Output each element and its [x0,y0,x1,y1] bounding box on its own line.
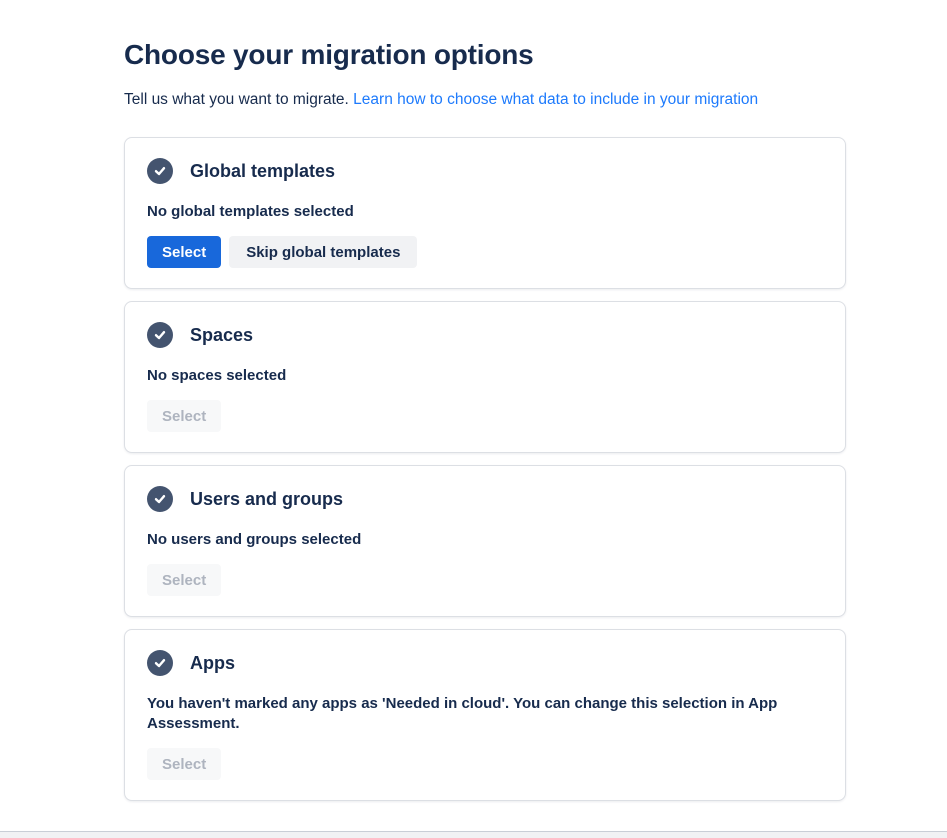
card-status-text: No spaces selected [147,367,287,384]
card-actions [147,564,823,596]
check-circle-icon [147,158,173,184]
learn-more-link[interactable]: Learn how to choose what data to include in your migration [353,91,759,108]
select-apps-button-disabled: Select [147,748,221,780]
card-header [147,158,823,184]
page-title: Choose your migration options [124,39,534,70]
card-actions [147,400,823,432]
check-circle-icon [147,650,173,676]
migration-cards-list [124,137,846,821]
card-status-text: No global templates selected [147,203,354,220]
skip-global-templates-button[interactable]: Skip global templates [229,236,417,268]
check-circle-icon [147,322,173,348]
card-title: Apps [190,652,235,673]
card-title: Global templates [190,160,336,181]
card-actions [147,236,823,268]
card-title: Spaces [190,324,254,345]
card-title: Users and groups [190,488,344,509]
card-spaces [124,301,846,453]
card-global-templates [124,137,846,289]
page-subtitle [124,89,846,110]
card-actions [147,748,823,780]
select-users-groups-button-disabled: Select [147,564,221,596]
footer-divider [0,831,947,838]
card-header [147,322,823,348]
card-header [147,650,823,676]
select-spaces-button-disabled: Select [147,400,221,432]
check-circle-icon [147,486,173,512]
subtitle-text: Tell us what you want to migrate. [124,91,354,108]
select-global-templates-button[interactable]: Select [147,236,221,268]
card-status-text: No users and groups selected [147,531,362,548]
card-users-and-groups [124,465,846,617]
card-apps [124,629,846,801]
card-header [147,486,823,512]
card-status-text: You haven't marked any apps as 'Needed in cloud'. You can change this selection in App Assessment. [147,695,778,732]
migration-options-page [124,38,846,821]
